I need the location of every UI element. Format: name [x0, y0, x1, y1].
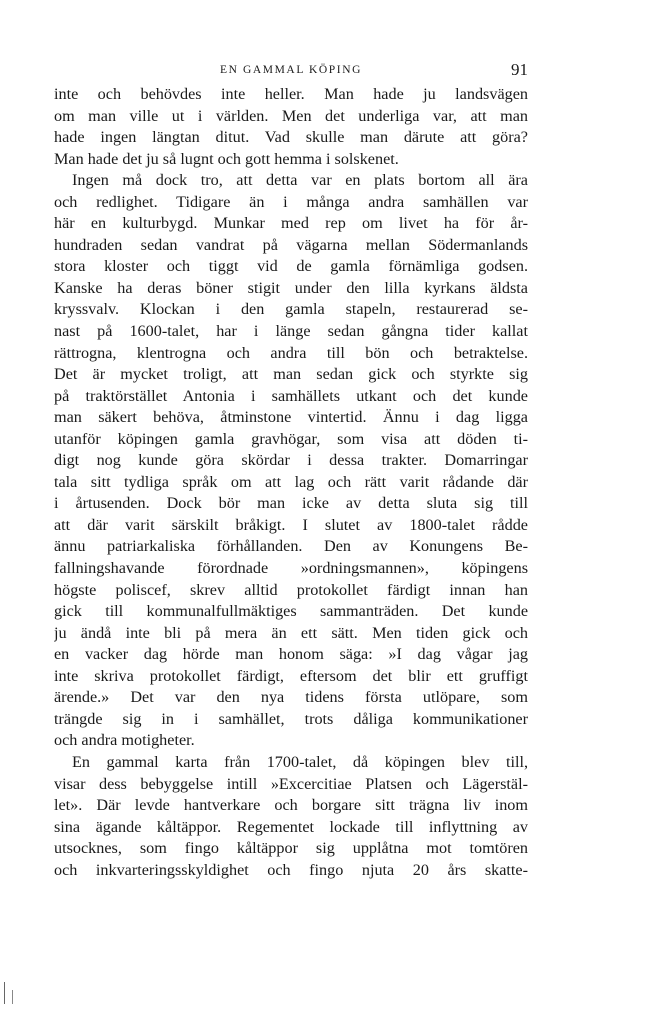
- scan-edge-mark: [4, 982, 5, 1004]
- page-number: 91: [511, 60, 528, 79]
- text-line: på traktörstället Antonia i samhällets utkant och det kunde: [54, 386, 528, 405]
- text-line: visar dess bebyggelse intill »Excercitiae Platsen och Lägerstäl-: [54, 774, 528, 793]
- text-line: nast på 1600-talet, har i länge sedan gångna tider kallat: [54, 322, 528, 341]
- text-line: och inkvarteringsskyldighet och fingo njuta 20 års skatte-: [54, 860, 528, 879]
- text-line: Ingen må dock tro, att detta var en plats bortom all ära: [72, 171, 528, 190]
- text-line: och andra motigheter.: [54, 731, 195, 750]
- text-line: ju ändå inte bli på mera än ett sätt. Men tiden gick och: [54, 623, 528, 642]
- text-line: En gammal karta från 1700-talet, då köpingen blev till,: [72, 752, 528, 771]
- text-line: inte skriva protokollet färdigt, eftersom det blir ett gruffigt: [54, 666, 528, 685]
- text-line: utsocknes, som fingo kåltäppor sig upplåtna mot tomtören: [54, 839, 528, 858]
- running-title: EN GAMMAL KÖPING: [219, 64, 363, 76]
- text-line: tala sitt tydliga språk om att lag och rätt varit rådande där: [54, 472, 528, 491]
- body-text: [54, 84, 528, 881]
- text-line: om man ville ut i världen. Men det underliga var, att man: [54, 106, 528, 125]
- text-line: att där varit särskilt bråkigt. I slutet av 1800-talet rådde: [54, 515, 528, 534]
- text-line: högste poliscef, skrev alltid protokollet färdigt innan han: [54, 580, 528, 599]
- text-line: här en kulturbygd. Munkar med rep om livet ha för år-: [54, 214, 528, 233]
- text-line: Man hade det ju så lugnt och gott hemma i solskenet.: [54, 149, 399, 168]
- text-line: man säkert behöva, åtminstone vintertid. Ännu i dag ligga: [54, 408, 528, 427]
- text-line: utanför köpingen gamla gravhögar, som visa att döden ti-: [54, 429, 528, 448]
- text-line: Kanske ha deras böner stigit under den lilla kyrkans äldsta: [54, 278, 528, 297]
- text-line: och redlighet. Tidigare än i många andra samhällen var: [54, 192, 528, 211]
- text-line: i årtusenden. Dock bör man icke av detta sluta sig till: [54, 494, 528, 513]
- text-line: Det är mycket troligt, att man sedan gick och styrkte sig: [54, 365, 528, 384]
- text-line: sina ägande kåltäppor. Regementet lockade till inflyttning av: [54, 817, 528, 836]
- text-line: trängde sig in i samhället, trots dåliga kommunikationer: [54, 709, 528, 728]
- running-head: [54, 60, 528, 82]
- text-line: stora kloster och tiggt vid de gamla förnämliga godsen.: [54, 257, 528, 276]
- text-line: hundraden sedan vandrat på vägarna mellan Södermanlands: [54, 235, 528, 254]
- scan-edge-mark: [12, 990, 13, 1004]
- text-line: en vacker dag hörde man honom säga: »I dag vågar jag: [54, 645, 528, 664]
- text-line: ännu patriarkaliska förhållanden. Den av Konungens Be-: [54, 537, 528, 556]
- text-line: fallningshavande förordnade »ordningsmannen», köpingens: [54, 559, 528, 578]
- text-line: hade ingen längtan ditut. Vad skulle man därute att göra?: [54, 128, 528, 147]
- text-line: kryssvalv. Klockan i den gamla stapeln, restaurerad se-: [54, 300, 528, 319]
- text-line: ärende.» Det var den nya tidens första utlöpare, som: [54, 688, 528, 707]
- text-line: gick till kommunalfullmäktiges sammanträden. Det kunde: [54, 602, 528, 621]
- text-line: inte och behövdes inte heller. Man hade ju landsvägen: [54, 85, 528, 103]
- text-line: digt nog kunde göra skördar i dessa trakter. Domarringar: [54, 451, 528, 470]
- text-line: let». Där levde hantverkare och borgare sitt trägna liv inom: [54, 796, 528, 815]
- text-line: rättrogna, klentrogna och andra till bön och betraktelse.: [54, 343, 528, 362]
